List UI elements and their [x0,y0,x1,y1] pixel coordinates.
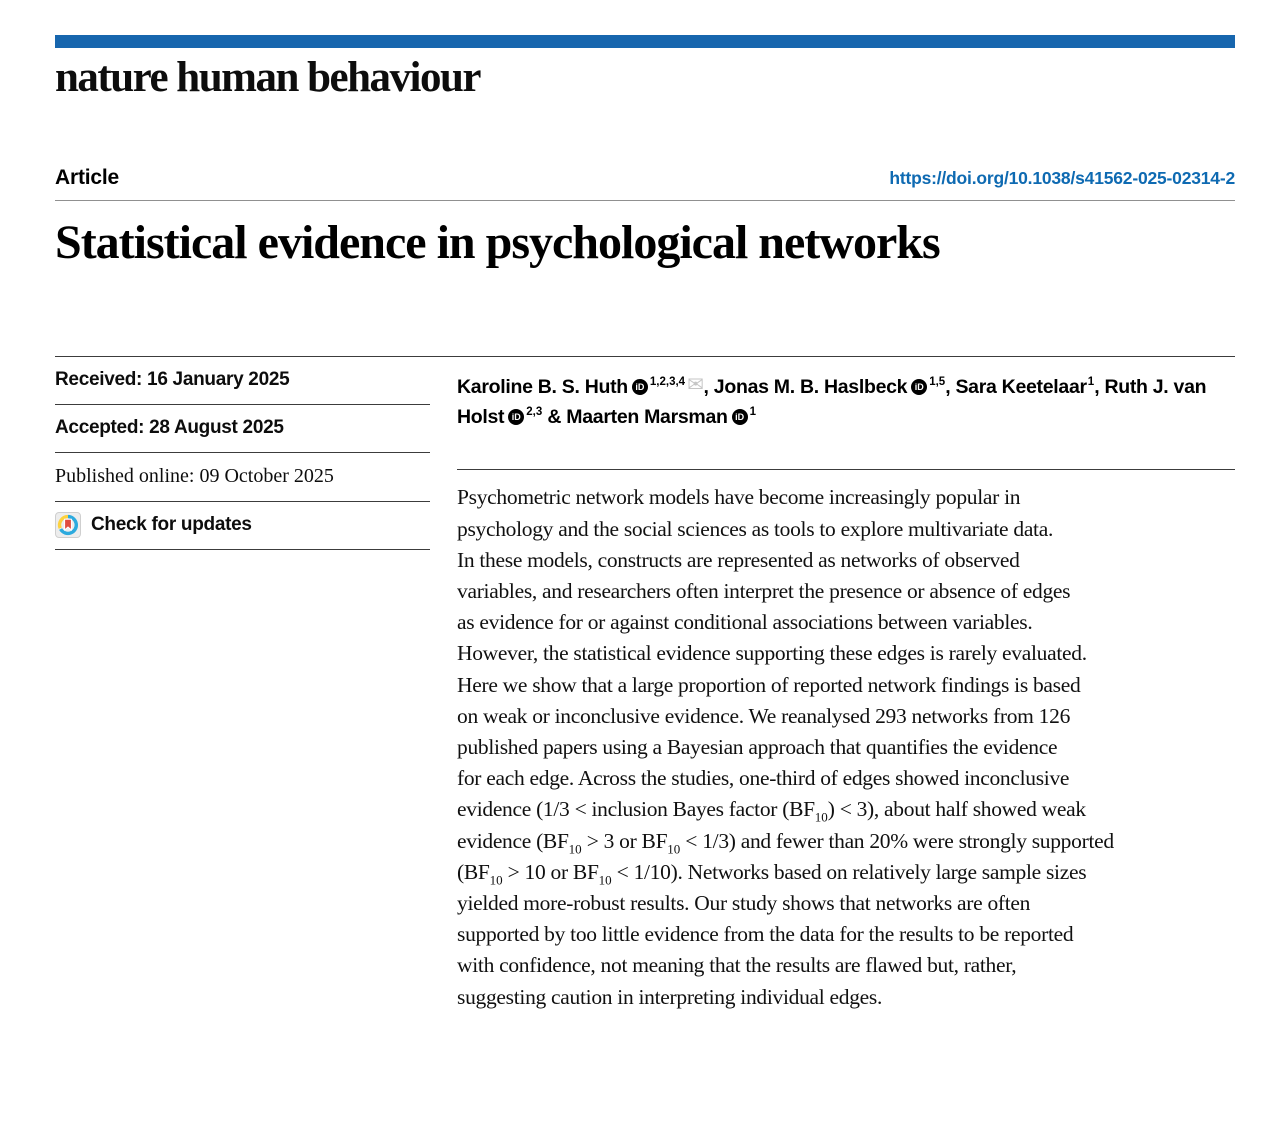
abstract-line: psychology and the social sciences as tools to explore multivariate data. [457,516,1054,541]
main-column [457,357,1235,1012]
abstract-divider [457,469,1235,470]
author-name: Ruth J. van Holst [457,376,1207,429]
author-list [457,370,1235,432]
article-title: Statistical evidence in psychological networks [55,216,940,270]
abstract-line: supported by too little evidence from the data for the results to be reported [457,922,1074,947]
abstract-line: on weak or inconclusive evidence. We reanalysed 293 networks from 126 [457,703,1071,728]
abstract-line: evidence (1/3 < inclusion Bayes factor $(BF_{10}) < 3$), about half showed weak [457,797,1086,825]
author-separator: , [703,376,714,399]
journal-logo: nature human behaviour [55,54,480,101]
abstract-line: variables, and researchers often interpret the presence or absence of edges [457,579,1071,604]
abstract-text [457,482,1235,1012]
received-date: Received: 16 January 2025 [55,357,430,405]
abstract-line: published papers using a Bayesian approach that quantifies the evidence [457,735,1058,760]
header-divider [55,200,1235,201]
orcid-icon[interactable]: iD [508,409,524,425]
content-columns [55,356,1235,1012]
author-separator: & [542,406,567,429]
author-name: Jonas M. B. Haslbeck [713,376,908,399]
author-name: Maarten Marsman [566,406,728,429]
abstract-line: However, the statistical evidence supporting these edges is rarely evaluated. [457,641,1087,666]
author-separator: , [1094,376,1105,399]
abstract-line: suggesting caution in interpreting individual edges. [457,984,883,1009]
check-for-updates-button[interactable] [55,502,430,550]
abstract-line: Psychometric network models have become increasingly popular in [457,485,1021,510]
orcid-icon[interactable]: iD [732,409,748,425]
affiliation-superscript: 2,3 [526,405,543,418]
author-separator: , [945,376,956,399]
affiliation-superscript: 1,5 [929,375,946,388]
abstract-line: ($BF_{10} > 10$ or $BF_{10} < 1/10$). Networks based on relatively large sample sizes [457,859,1087,888]
affiliation-superscript: 1 [1087,375,1095,388]
affiliation-superscript: 1 [749,405,757,418]
check-for-updates-label: Check for updates [91,514,252,536]
crossmark-icon [55,512,81,538]
author-name: Karoline B. S. Huth [457,376,628,399]
abstract-line: as evidence for or against conditional associations between variables. [457,610,1033,635]
published-date: Published online: 09 October 2025 [55,453,430,502]
abstract-line: Here we show that a large proportion of reported network findings is based [457,672,1081,697]
abstract-line: In these models, constructs are represented as networks of observed [457,547,1020,572]
abstract-line: evidence ($BF_{10} > 3$ or $BF_{10} < 1/3$) and fewer than 20% were strongly supported [457,828,1114,856]
orcid-icon[interactable]: iD [911,379,927,395]
author [714,376,956,398]
brand-bar [55,35,1235,48]
article-header [55,166,1235,190]
author-name: Sara Keetelaar [955,376,1087,399]
author [955,376,1104,398]
author [566,406,756,428]
abstract-line: for each edge. Across the studies, one-third of edges showed inconclusive [457,766,1070,791]
affiliation-superscript: 1,2,3,4 [649,375,686,388]
article-type-label: Article [55,166,119,190]
doi-link[interactable]: https://doi.org/10.1038/s41562-025-02314-2 [889,168,1235,189]
orcid-icon[interactable]: iD [632,379,648,395]
abstract-line: yielded more-robust results. Our study shows that networks are often [457,891,1031,916]
metadata-sidebar [55,357,430,1012]
author [457,376,714,398]
email-icon[interactable]: ✉ [687,374,704,397]
article-page [0,35,1280,1013]
abstract-line: with confidence, not meaning that the results are flawed but, rather, [457,953,1017,978]
accepted-date: Accepted: 28 August 2025 [55,405,430,453]
